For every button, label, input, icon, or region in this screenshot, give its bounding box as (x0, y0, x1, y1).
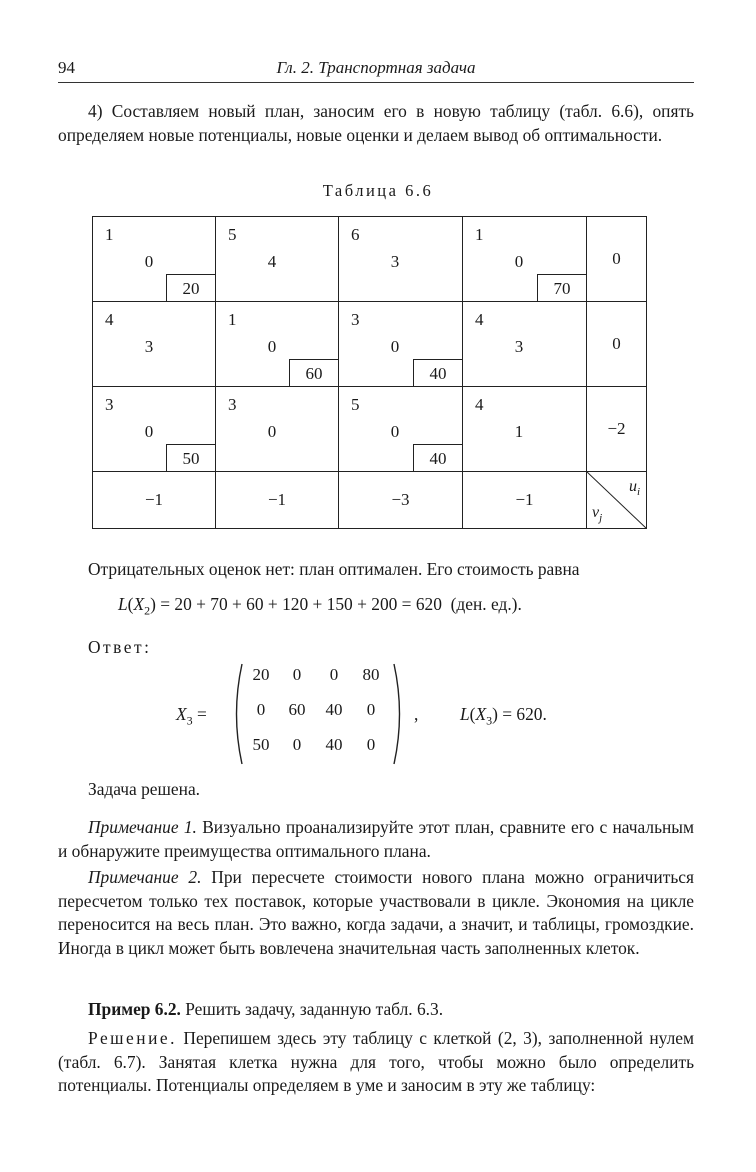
potential-u: −2 (586, 386, 647, 472)
table-cell (338, 301, 463, 387)
matrix-cell: 0 (292, 665, 302, 684)
cell-cost: 5 (351, 395, 360, 414)
cell-estimate: 3 (514, 337, 524, 356)
example-text: Решить задачу, заданную табл. 6.3. (180, 999, 444, 1019)
potential-v: −1 (462, 471, 587, 529)
cell-cost: 4 (475, 310, 484, 329)
cell-supply: 50 (166, 444, 216, 472)
cell-cost: 5 (228, 225, 237, 244)
solution-label: Решение. (88, 1028, 177, 1048)
matrix-cell: 60 (288, 700, 306, 719)
table-cell (92, 301, 216, 387)
table-cell (92, 386, 216, 472)
cell-cost: 4 (475, 395, 484, 414)
header-rule (58, 82, 694, 83)
note-1 (58, 816, 694, 863)
answer-cost: $L(X_3) = 620$. (460, 704, 547, 728)
matrix-cell: 20 (252, 665, 270, 684)
matrix-cell: 0 (366, 735, 376, 754)
note-1-label: Примечание 1. (88, 817, 197, 837)
potential-v: −3 (338, 471, 463, 529)
solution-text: Перепишем здесь эту таблицу с клеткой (2, 3), заполненной нулем (табл. 6.7). Занятая клетка нужна для того, чтобы можно было определить потенциалы. Потенциалы определяем в уме и заносим в эту же таблицу: (58, 1028, 694, 1095)
cell-cost: 3 (351, 310, 360, 329)
cell-supply: 70 (537, 274, 587, 302)
table-cell (215, 301, 339, 387)
answer-matrix (230, 662, 406, 766)
chapter-title: Гл. 2. Транспортная задача (276, 58, 476, 77)
solution-paragraph (58, 1027, 694, 1098)
table-cell (215, 386, 339, 472)
cell-estimate: 0 (514, 252, 524, 271)
example-label: Пример 6.2. (88, 999, 181, 1019)
cell-cost: 1 (105, 225, 114, 244)
table-cell (92, 216, 216, 302)
cell-estimate: 0 (390, 422, 400, 441)
matrix-cell: 40 (325, 700, 343, 719)
table-cell (462, 386, 587, 472)
potential-v: −1 (92, 471, 216, 529)
corner-u-label: $u_i$ (628, 478, 640, 499)
matrix-var: $X_3$ = (176, 704, 207, 728)
note-2 (58, 866, 694, 960)
cell-supply: 40 (413, 444, 463, 472)
no-negative-text: Отрицательных оценок нет: план оптимален. Его стоимость равна (88, 559, 580, 579)
cell-estimate: 1 (514, 422, 524, 441)
matrix-cell: 80 (362, 665, 380, 684)
table-caption: Таблица 6.6 (322, 181, 434, 200)
cell-estimate: 0 (267, 337, 277, 356)
potential-u: 0 (586, 216, 647, 302)
cell-estimate: 4 (267, 252, 277, 271)
page-number: 94 (58, 58, 75, 77)
cell-cost: 4 (105, 310, 114, 329)
cell-estimate: 0 (267, 422, 277, 441)
cell-cost: 6 (351, 225, 360, 244)
intro-paragraph: 4) Составляем новый план, заносим его в новую таблицу (табл. 6.6), опять определяем новые потенциалы, новые оценки и делаем вывод об оптимальности. (58, 101, 694, 145)
matrix-comma: , (414, 704, 419, 724)
note-2-label: Примечание 2. (88, 867, 202, 887)
note-1-text: Визуально проанализируйте этот план, сравните его с начальным и обнаружите преимущества оптимального плана. (58, 817, 694, 861)
cell-cost: 3 (228, 395, 237, 414)
cell-estimate: 0 (390, 337, 400, 356)
matrix-cell: 50 (252, 735, 270, 754)
cell-cost: 3 (105, 395, 114, 414)
note-2-text: При пересчете стоимости нового плана можно ограничиться пересчетом только тех поставок, которые участвовали в цикле. Экономия на цикле переносится на весь план. Это важно, когда задачи, а значит, и таблицы, громоздкие. Иногда в цикл может быть вовлечена значительная часть заполненных клеток. (58, 867, 694, 958)
cell-supply: 40 (413, 359, 463, 387)
left-paren-icon (230, 662, 244, 766)
cell-estimate: 0 (144, 422, 154, 441)
right-paren-icon (392, 662, 406, 766)
potential-u: 0 (586, 301, 647, 387)
matrix-cell: 0 (292, 735, 302, 754)
solved-text: Задача решена. (88, 779, 201, 799)
cell-estimate: 3 (390, 252, 400, 271)
corner-v-label: $v_j$ (592, 503, 603, 524)
cell-supply: 20 (166, 274, 216, 302)
cost-formula: $L(X_2) = 20 + 70 + 60 + 120 + 150 + 200 = 620$ (ден. ед.). (118, 594, 522, 618)
table-cell (462, 301, 587, 387)
example-heading (58, 998, 694, 1022)
matrix-cell: 40 (325, 735, 343, 754)
table-cell (338, 386, 463, 472)
transport-table (92, 216, 647, 529)
matrix-cell: 0 (366, 700, 376, 719)
cell-estimate: 0 (144, 252, 154, 271)
cell-cost: 1 (475, 225, 484, 244)
cell-estimate: 3 (144, 337, 154, 356)
table-cell (215, 216, 339, 302)
table-cell (338, 216, 463, 302)
cell-cost: 1 (228, 310, 237, 329)
answer-label: Ответ: (88, 637, 152, 657)
matrix-cell: 0 (329, 665, 339, 684)
corner-cell (586, 471, 647, 529)
table-cell (462, 216, 587, 302)
potential-v: −1 (215, 471, 339, 529)
cell-supply: 60 (289, 359, 339, 387)
matrix-cell: 0 (256, 700, 266, 719)
